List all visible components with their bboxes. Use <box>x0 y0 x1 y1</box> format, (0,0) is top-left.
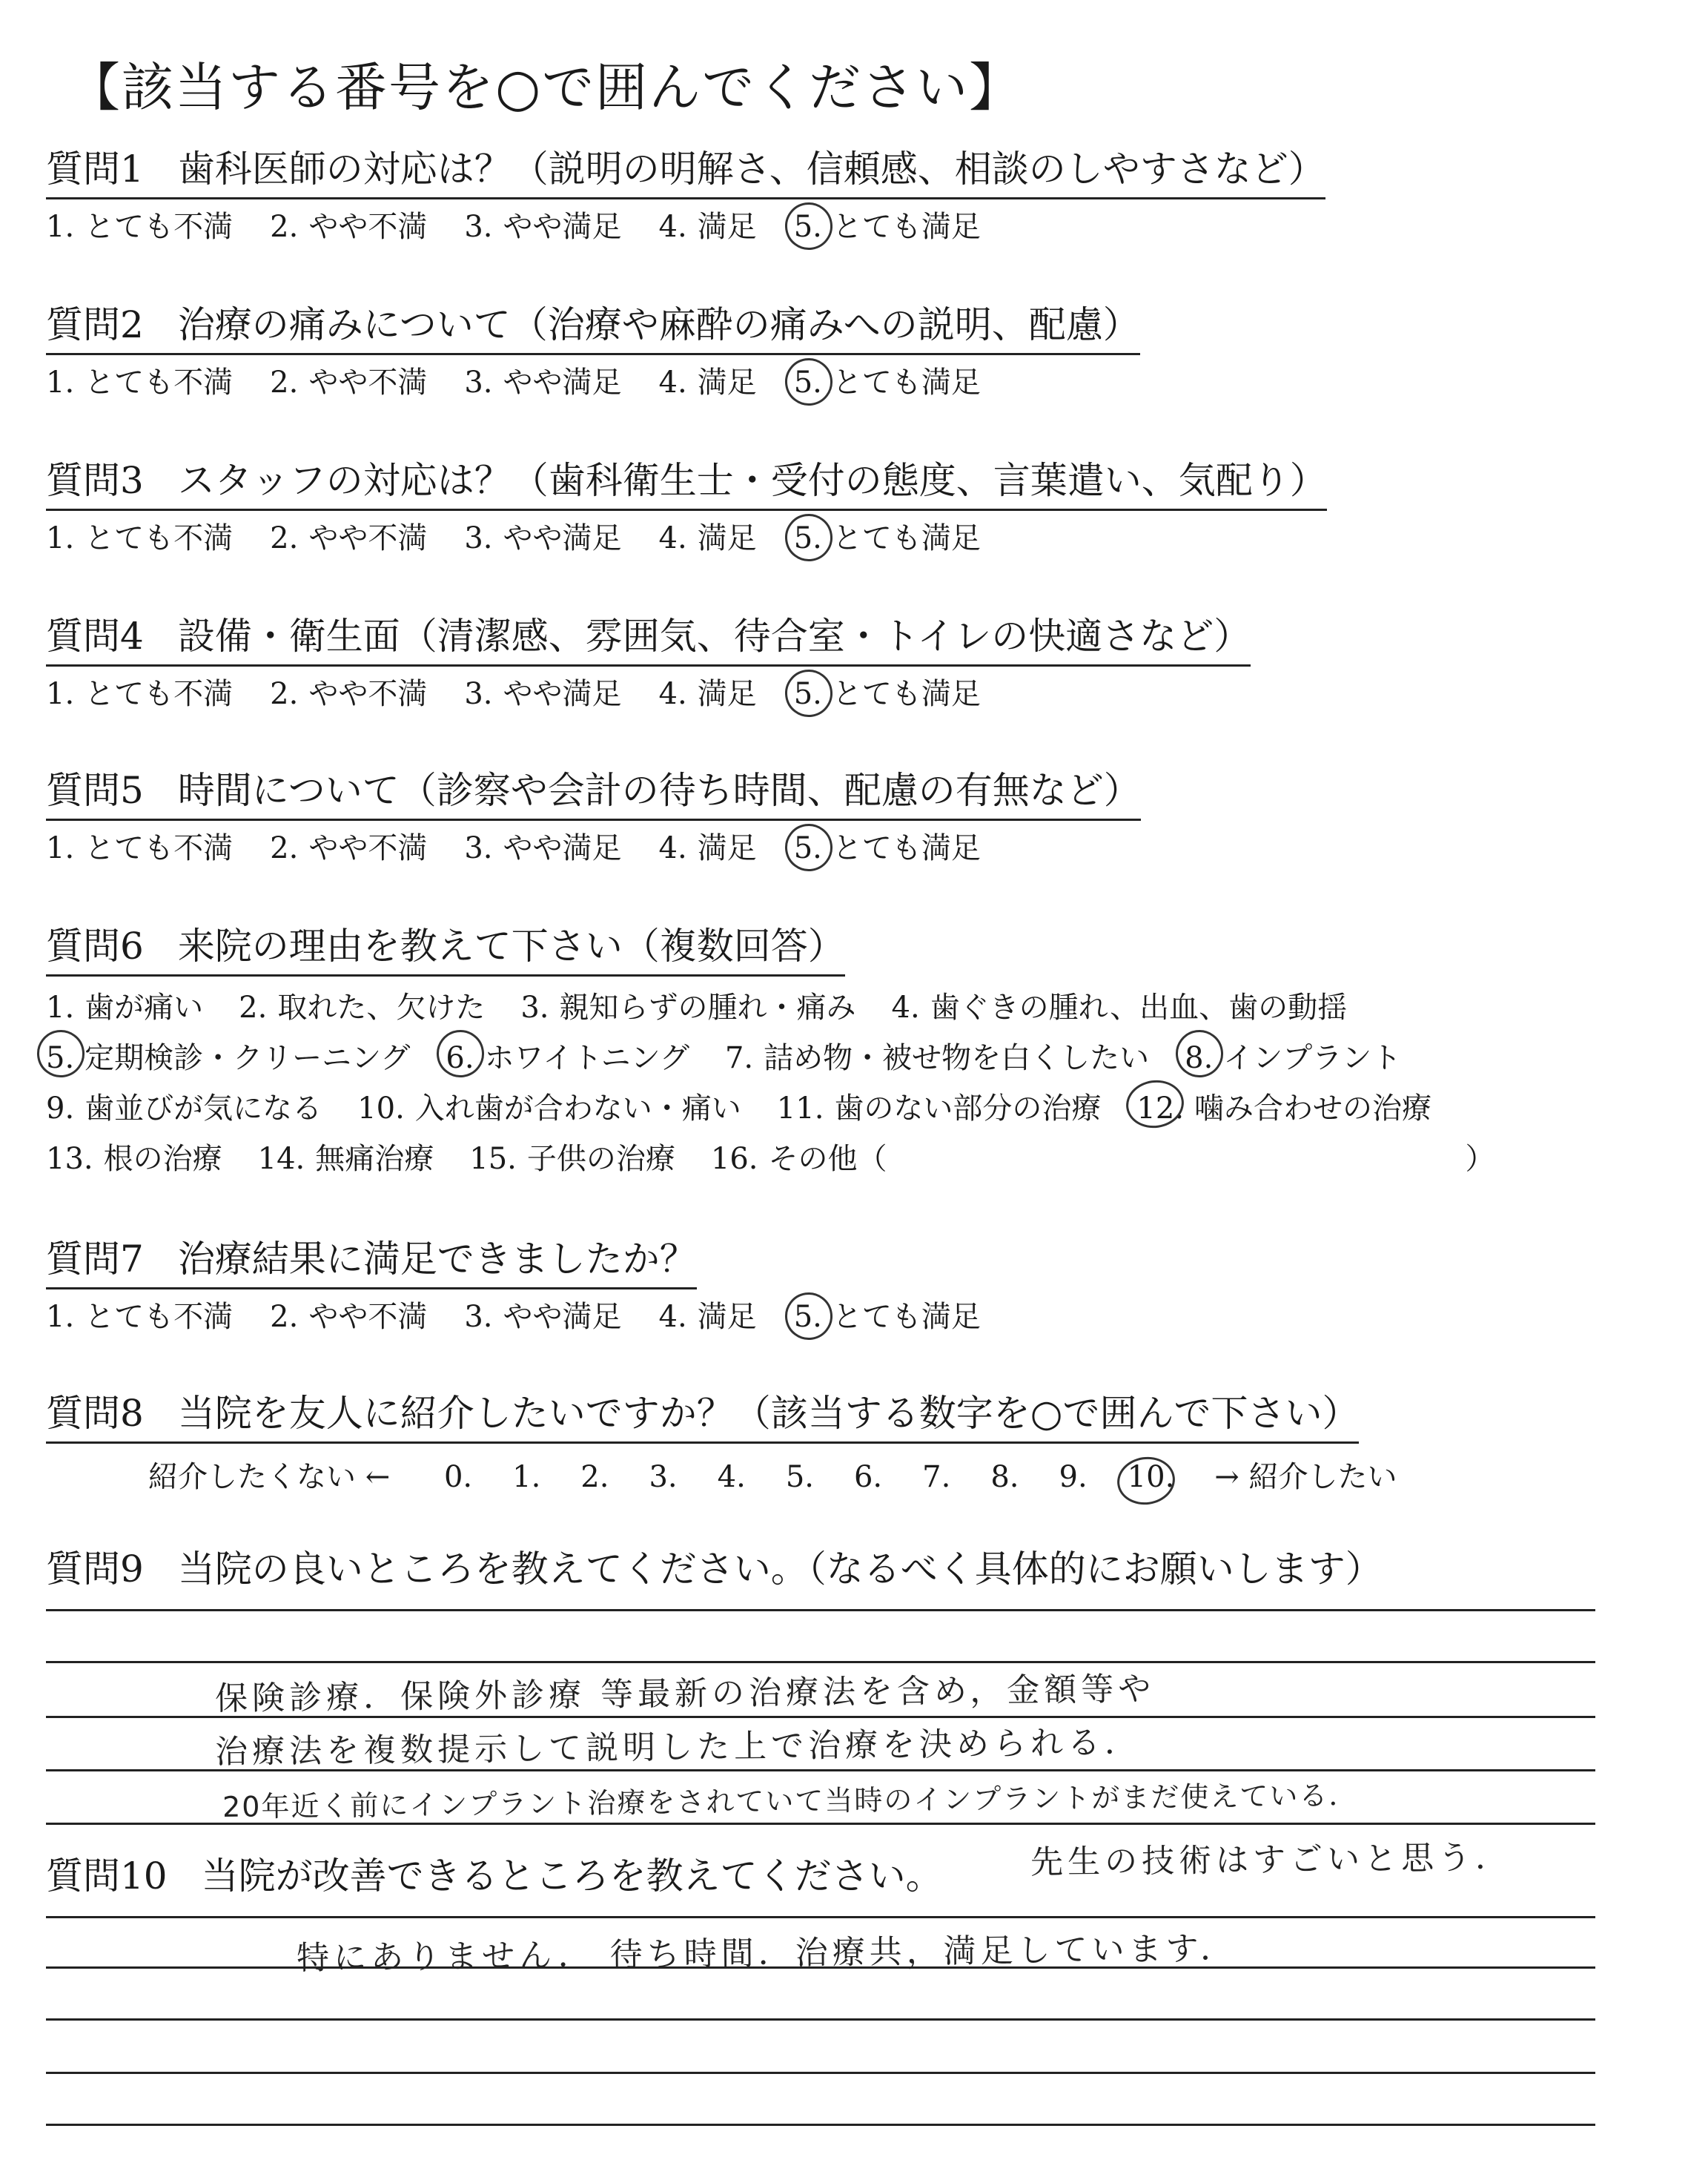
reason-option[interactable] <box>239 982 485 1033</box>
question-7-number: 質問7 <box>46 1238 144 1281</box>
question-8 <box>46 1390 1359 1444</box>
option-label: 定期検診・クリーニング <box>85 1041 411 1075</box>
option-label: 親知らずの腫れ・痛み <box>559 991 856 1025</box>
question-3-options <box>46 517 1327 560</box>
question-4-heading <box>46 612 1251 667</box>
option-number: 1. <box>46 991 75 1025</box>
option-label: とても満足 <box>832 521 981 555</box>
option-label: とても不満 <box>85 210 234 244</box>
option-label: 取れた、欠けた <box>277 991 486 1025</box>
answer-line <box>46 1661 1595 1663</box>
rating-option[interactable] <box>270 205 427 248</box>
scale-number[interactable]: 10. <box>1127 1460 1175 1494</box>
reason-option[interactable] <box>46 1134 222 1184</box>
question-9 <box>46 1545 1383 1593</box>
option-number: 1. <box>46 831 75 865</box>
option-number: 1. <box>46 366 75 400</box>
reason-option[interactable] <box>725 1033 1149 1083</box>
option-label: とても不満 <box>85 366 234 400</box>
option-number: 1. <box>46 521 75 555</box>
reason-option[interactable] <box>46 982 203 1033</box>
q9-handwritten-line-2: 治療法を複数提示して説明した上で治療を決められる． <box>214 1723 1142 1771</box>
option-label: やや不満 <box>308 677 428 711</box>
q9-handwritten-line-3: 20年近く前にインプラント治療をされていて当時のインプラントがまだ使えている． <box>222 1778 1359 1824</box>
scale-number[interactable]: 6. <box>853 1460 883 1494</box>
option-label: 詰め物・被せ物を白くしたい <box>764 1041 1150 1075</box>
question-10 <box>46 1852 943 1900</box>
option-label: とても満足 <box>832 366 981 400</box>
rating-option[interactable] <box>464 205 621 248</box>
option-label: やや不満 <box>308 831 428 865</box>
question-2 <box>46 301 1140 404</box>
scale-number[interactable]: 3. <box>649 1460 678 1494</box>
option-number: 4. <box>658 1300 687 1334</box>
option-label: 歯ぐきの腫れ、出血、歯の動揺 <box>930 991 1348 1025</box>
question-10-heading <box>46 1852 943 1900</box>
question-7 <box>46 1235 1018 1338</box>
option-number: 2. <box>239 991 268 1025</box>
option-number: 3. <box>464 210 493 244</box>
question-5-number: 質問5 <box>46 769 144 812</box>
option-label: やや満足 <box>503 210 622 244</box>
option-label: やや満足 <box>503 521 622 555</box>
question-4-options <box>46 673 1251 716</box>
rating-option[interactable] <box>464 827 621 870</box>
option-label: ホワイトニング <box>484 1041 689 1075</box>
question-1-text: 歯科医師の対応は？（説明の明解さ、信頼感、相談のしやすさなど） <box>177 148 1325 191</box>
question-4-number: 質問4 <box>46 615 144 658</box>
reason-option[interactable] <box>1136 1083 1431 1134</box>
rating-option[interactable] <box>270 827 427 870</box>
reason-option[interactable] <box>357 1083 741 1134</box>
option-label: 満足 <box>697 366 757 400</box>
option-label: 歯並びが気になる <box>85 1091 322 1126</box>
question-9-heading <box>46 1545 1383 1593</box>
other-close-paren: ） <box>1465 1142 1495 1176</box>
question-9-number: 質問9 <box>46 1548 144 1591</box>
question-7-heading <box>46 1235 697 1289</box>
option-number: 1. <box>46 210 75 244</box>
question-10-text: 当院が改善できるところを教えてください。 <box>201 1855 943 1898</box>
options-row <box>46 1083 1531 1134</box>
options-row <box>46 982 1531 1033</box>
option-label: やや不満 <box>308 1300 428 1334</box>
question-4-text: 設備・衛生面（清潔感、雰囲気、待合室・トイレの快適さなど） <box>177 615 1251 658</box>
q10-handwritten-answer: 特にありません． 待ち時間．治療共，満足しています． <box>296 1929 1238 1978</box>
question-2-text: 治療の痛みについて（治療や麻酔の痛みへの説明、配慮） <box>177 303 1140 346</box>
scale-left-label: 紹介したくない ← <box>148 1460 391 1494</box>
option-label: 歯のない部分の治療 <box>834 1091 1102 1126</box>
reason-option[interactable] <box>711 1134 1495 1184</box>
question-6-heading <box>46 922 845 977</box>
option-label: 満足 <box>697 1300 757 1334</box>
option-number: 5. <box>794 517 822 560</box>
rating-option[interactable] <box>794 673 981 716</box>
option-number: 5. <box>794 205 822 248</box>
scale-number[interactable]: 5. <box>785 1460 814 1494</box>
reason-option[interactable] <box>446 1033 689 1083</box>
option-number: 2. <box>270 210 299 244</box>
question-10-number: 質問10 <box>46 1855 168 1898</box>
option-number: 3. <box>464 1300 493 1334</box>
option-number: 8. <box>1185 1033 1213 1083</box>
question-3-number: 質問3 <box>46 459 144 502</box>
option-label: 満足 <box>697 521 757 555</box>
reason-option[interactable] <box>1185 1033 1401 1083</box>
option-number: 3. <box>464 521 493 555</box>
option-label: やや満足 <box>503 1300 622 1334</box>
question-2-options <box>46 361 1140 404</box>
option-label: とても満足 <box>832 210 981 244</box>
option-number: 4. <box>658 677 687 711</box>
scale-right-label: → 紹介したい <box>1214 1460 1397 1494</box>
question-6 <box>46 922 1531 1184</box>
option-number: 4. <box>658 366 687 400</box>
option-number: 5. <box>46 1033 74 1083</box>
option-label: やや満足 <box>503 831 622 865</box>
option-number: 7. <box>724 1041 754 1075</box>
rating-option[interactable] <box>270 673 427 716</box>
option-number: 1. <box>46 677 75 711</box>
rating-option[interactable] <box>794 361 981 404</box>
option-number: 3. <box>464 677 493 711</box>
reason-option[interactable] <box>520 982 855 1033</box>
reason-option[interactable] <box>469 1134 675 1184</box>
option-label: 根の治療 <box>103 1142 222 1176</box>
option-label: とても不満 <box>85 677 234 711</box>
option-number: 5. <box>794 673 822 716</box>
reason-option[interactable] <box>46 1083 322 1134</box>
answer-line <box>46 1916 1595 1918</box>
option-label: 無痛治療 <box>315 1142 434 1176</box>
rating-option[interactable] <box>659 673 757 716</box>
rating-option[interactable] <box>46 827 233 870</box>
scale-number[interactable]: 7. <box>922 1460 951 1494</box>
page-title: 【該当する番号を○で囲んでください】 <box>68 57 1023 118</box>
q9-handwritten-line-4: 先生の技術はすごいと思う． <box>1030 1838 1513 1882</box>
option-label: とても不満 <box>85 831 234 865</box>
answer-line <box>46 1609 1595 1611</box>
option-number: 1. <box>46 1300 75 1334</box>
option-label: インプラント <box>1223 1041 1402 1075</box>
option-label: 子供の治療 <box>526 1142 675 1176</box>
question-5 <box>46 767 1141 870</box>
option-number: 11. <box>776 1091 824 1126</box>
option-label: やや不満 <box>308 366 428 400</box>
rating-option[interactable] <box>46 361 233 404</box>
rating-option[interactable] <box>464 673 621 716</box>
option-label: 噛み合わせの治療 <box>1194 1091 1432 1126</box>
option-number: 2. <box>270 677 299 711</box>
rating-option[interactable] <box>464 517 621 560</box>
option-label: とても満足 <box>832 677 981 711</box>
question-1-heading <box>46 145 1325 199</box>
rating-option[interactable] <box>270 1295 427 1338</box>
option-number: 4. <box>658 831 687 865</box>
option-number: 3. <box>520 991 549 1025</box>
scale-number[interactable]: 8. <box>990 1460 1019 1494</box>
answer-line <box>46 2018 1595 2021</box>
answer-line <box>46 2124 1595 2126</box>
options-row <box>46 1033 1531 1083</box>
scale-number[interactable]: 9. <box>1059 1460 1088 1494</box>
option-label: 満足 <box>697 677 757 711</box>
option-number: 9. <box>46 1091 75 1126</box>
rating-option[interactable] <box>794 827 981 870</box>
option-label: とても満足 <box>832 1300 981 1334</box>
rating-option[interactable] <box>659 517 757 560</box>
rating-option[interactable] <box>794 205 981 248</box>
option-number: 2. <box>270 1300 299 1334</box>
rating-option[interactable] <box>794 517 981 560</box>
options-row <box>46 1134 1531 1184</box>
reason-option[interactable] <box>892 982 1348 1033</box>
question-7-text: 治療結果に満足できましたか？ <box>177 1238 697 1281</box>
question-1-number: 質問1 <box>46 148 144 191</box>
scale-number[interactable]: 2. <box>580 1460 609 1494</box>
question-6-text: 来院の理由を教えて下さい（複数回答） <box>177 925 845 968</box>
option-number: 14. <box>257 1142 305 1176</box>
question-5-text: 時間について（診察や会計の待ち時間、配慮の有無など） <box>177 769 1141 812</box>
question-8-number: 質問8 <box>46 1392 144 1435</box>
question-1 <box>46 145 1325 248</box>
option-label: やや満足 <box>503 366 622 400</box>
option-number: 12. <box>1136 1083 1184 1134</box>
option-label: 歯が痛い <box>85 991 204 1025</box>
question-2-number: 質問2 <box>46 303 144 346</box>
option-number: 5. <box>794 827 822 870</box>
option-number: 15. <box>469 1142 517 1176</box>
question-3-text: スタッフの対応は？（歯科衛生士・受付の態度、言葉遣い、気配り） <box>177 459 1327 502</box>
option-number: 6. <box>446 1033 474 1083</box>
rating-option[interactable] <box>46 205 233 248</box>
option-number: 5. <box>794 361 822 404</box>
question-6-options <box>46 982 1531 1184</box>
rating-option[interactable] <box>464 361 621 404</box>
question-6-number: 質問6 <box>46 925 144 968</box>
question-5-heading <box>46 767 1141 821</box>
question-8-text: 当院を友人に紹介したいですか？（該当する数字を○で囲んで下さい） <box>177 1392 1360 1435</box>
question-3 <box>46 457 1327 560</box>
reason-option[interactable] <box>777 1083 1102 1134</box>
option-label: やや満足 <box>503 677 622 711</box>
scale-number[interactable]: 1. <box>512 1460 541 1494</box>
option-number: 16. <box>710 1142 758 1176</box>
scale-number[interactable]: 0. <box>443 1460 473 1494</box>
rating-option[interactable] <box>270 361 427 404</box>
option-number: 5. <box>794 1295 822 1338</box>
option-label: 満足 <box>697 831 757 865</box>
option-label: 入れ歯が合わない・痛い <box>414 1091 741 1126</box>
question-2-heading <box>46 301 1140 355</box>
option-number: 10. <box>357 1091 405 1126</box>
question-5-options <box>46 827 1141 870</box>
rating-option[interactable] <box>659 205 757 248</box>
option-label: やや不満 <box>308 521 428 555</box>
rating-option[interactable] <box>659 827 757 870</box>
option-number: 13. <box>46 1142 93 1176</box>
question-8-heading <box>46 1390 1359 1444</box>
rating-option[interactable] <box>46 673 233 716</box>
option-number: 4. <box>658 210 687 244</box>
reason-option[interactable] <box>258 1134 434 1184</box>
rating-option[interactable] <box>659 361 757 404</box>
question-3-heading <box>46 457 1327 511</box>
option-number: 4. <box>891 991 920 1025</box>
option-label: やや不満 <box>308 210 428 244</box>
option-label: とても不満 <box>85 1300 234 1334</box>
option-number: 2. <box>270 366 299 400</box>
question-9-text: 当院の良いところを教えてください。（なるべく具体的にお願いします） <box>177 1548 1383 1591</box>
question-4 <box>46 612 1251 716</box>
option-label: とても満足 <box>832 831 981 865</box>
option-number: 2. <box>270 831 299 865</box>
q9-handwritten-line-1: 保険診療．保険外診療 等最新の治療法を含め，金額等や <box>214 1670 1156 1718</box>
option-number: 4. <box>658 521 687 555</box>
option-number: 3. <box>464 366 493 400</box>
rating-option[interactable] <box>46 517 233 560</box>
rating-option[interactable] <box>464 1295 621 1338</box>
rating-option[interactable] <box>659 1295 757 1338</box>
question-1-options <box>46 205 1325 248</box>
question-8-scale <box>148 1453 1397 1496</box>
option-number: 3. <box>464 831 493 865</box>
rating-option[interactable] <box>270 517 427 560</box>
answer-line <box>46 2072 1595 2074</box>
rating-option[interactable] <box>794 1295 981 1338</box>
option-number: 2. <box>270 521 299 555</box>
option-label: とても不満 <box>85 521 234 555</box>
option-label: その他（ <box>768 1142 887 1176</box>
question-7-options <box>46 1295 1018 1338</box>
option-label: 満足 <box>697 210 757 244</box>
reason-option[interactable] <box>46 1033 410 1083</box>
rating-option[interactable] <box>46 1295 233 1338</box>
scale-number[interactable]: 4. <box>717 1460 746 1494</box>
